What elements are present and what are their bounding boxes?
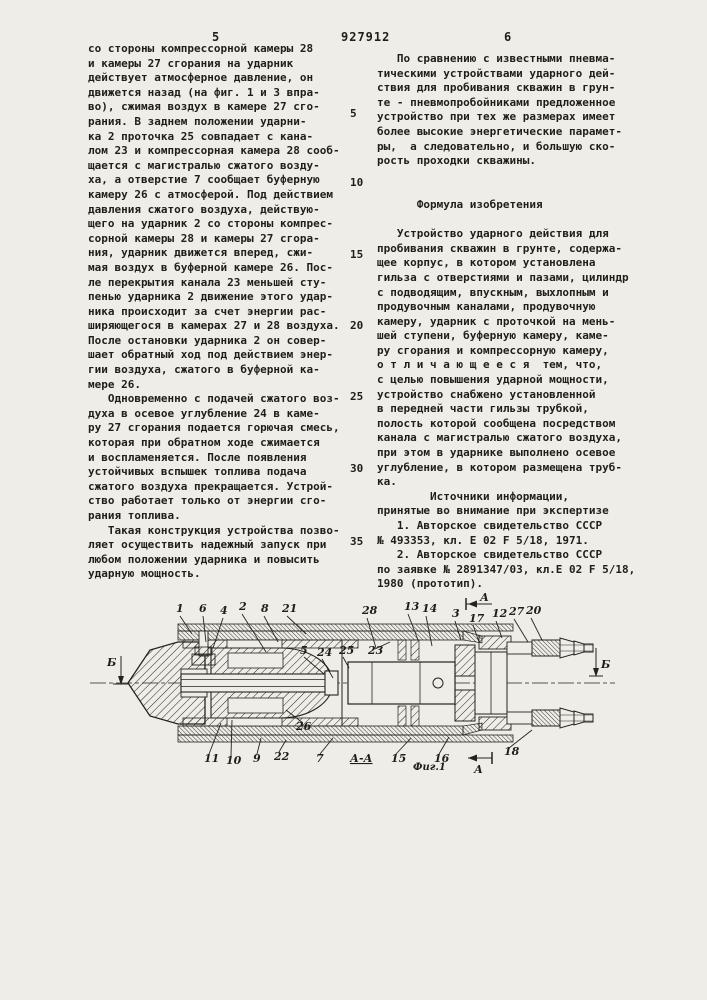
text-line: ру сгорания и компрессорную камеру,	[377, 343, 609, 357]
patent-number: 927912	[341, 30, 391, 44]
text-line: ударную мощность.	[88, 567, 201, 581]
outer-tube-bottom	[178, 735, 513, 742]
central-tube	[181, 674, 327, 692]
device-cross-section	[80, 590, 640, 795]
part-number-callout: 18	[504, 745, 520, 758]
part-number-callout: 17	[469, 612, 485, 625]
text-line: По сравнению с известными пневма-	[377, 52, 616, 65]
section-a-mark-bottom: А	[474, 763, 483, 776]
text-line: устойчивых вспышек топлива подача	[88, 465, 307, 479]
figure-1-drawing	[80, 590, 640, 795]
text-line: которая при обратном ходе сжимается	[88, 436, 320, 450]
text-line: тическими устройствами ударного дей-	[377, 66, 616, 80]
part-number-callout: 13	[404, 600, 420, 613]
part-number-callout: 7	[316, 752, 324, 765]
part-number-callout: 5	[300, 644, 308, 657]
text-line: Формула изобретения	[377, 197, 543, 211]
text-line: пробивания скважин в грунте, содержа-	[377, 241, 623, 255]
text-line: с подводящим, впускным, выхлопным и	[377, 285, 609, 299]
text-line: гильза с отверстиями и пазами, цилиндр	[377, 270, 629, 284]
casing-wall-bottom	[178, 726, 463, 735]
part-number-callout: 27	[509, 605, 525, 618]
text-line	[377, 183, 645, 198]
text-line: пенью ударника 2 движение этого удар-	[88, 290, 334, 304]
text-line: любом положении ударника и повысить	[88, 552, 320, 566]
gutter-line-number: 5	[350, 107, 357, 120]
text-line: щее корпус, в котором установлена	[377, 256, 596, 270]
left-text-column	[88, 42, 350, 582]
text-line: принятые во внимание при экспертизе	[377, 504, 609, 518]
part-number-callout: 12	[492, 607, 508, 620]
part-number-callout: 6	[199, 602, 207, 615]
text-line: рания топлива.	[88, 509, 181, 522]
page-number-left: 5	[212, 30, 221, 44]
text-line: со стороны компрессорной камеры 28	[88, 42, 314, 55]
text-line: в передней части гильзы трубкой,	[377, 402, 589, 416]
text-line: сорной камеры 28 и камеры 27 сгора-	[88, 231, 320, 245]
section-b-mark-right: Б	[601, 658, 611, 671]
part-number-callout: 2	[239, 600, 247, 613]
part-number-callout: 8	[261, 602, 269, 615]
part-number-callout: 22	[274, 750, 290, 763]
text-line: мере 26.	[88, 377, 141, 391]
text-line: ка.	[377, 475, 397, 489]
text-line: Устройство ударного действия для	[377, 227, 609, 241]
text-line: устройство снабжено установленной	[377, 387, 596, 401]
gutter-line-number: 20	[350, 319, 364, 332]
part-number-callout: 14	[422, 602, 438, 615]
text-line: лом 23 и компрессорная камера 28 сооб-	[88, 144, 340, 158]
text-line: ство работает только от энергии сго-	[88, 494, 327, 508]
text-line: камеру 26 с атмосферой. Под действием	[88, 187, 334, 201]
text-line: шает обратный ход под действием энер-	[88, 348, 334, 362]
right-text-column	[377, 52, 645, 592]
hose-fitting-lower	[507, 708, 593, 728]
text-line: сжатого воздуха прекращается. Устрой-	[88, 479, 334, 493]
section-aa-label: А-А	[350, 752, 373, 765]
device-body	[90, 624, 615, 742]
text-line: ствия для пробивания скважин в грун-	[377, 81, 616, 95]
text-line: рания. В заднем положении ударни-	[88, 114, 307, 128]
part-number-callout: 21	[282, 602, 298, 615]
part-number-callout: 20	[526, 604, 542, 617]
text-line: канала с магистралью сжатого воздуха,	[377, 431, 623, 445]
callout-leader-line	[531, 618, 542, 640]
part-number-callout: 1	[176, 602, 184, 615]
text-line: шей ступени, буферную камеру, каме-	[377, 329, 609, 343]
text-line: Такая конструкция устройства позво-	[88, 523, 340, 537]
text-line: ка 2 проточка 25 совпадает с кана-	[88, 129, 314, 143]
section-b-mark-left: Б	[107, 656, 117, 669]
text-line: углубление, в котором размещена труб-	[377, 460, 623, 474]
text-line: 1980 (прототип).	[377, 577, 483, 591]
text-line: 1. Авторское свидетельство СССР	[377, 519, 603, 532]
text-line: во), сжимая воздух в камере 27 сго-	[88, 100, 320, 114]
text-line: о т л и ч а ю щ е е с я тем, что,	[377, 358, 603, 372]
part-number-callout: 16	[434, 752, 450, 765]
gutter-line-number: 10	[350, 176, 364, 189]
text-line: действует атмосферное давление, он	[88, 71, 314, 85]
part-number-callout: 28	[362, 604, 378, 617]
part-number-callout: 26	[296, 720, 312, 733]
text-line: ширяющегося в камерах 27 и 28 воздуха.	[88, 319, 340, 333]
text-line	[377, 169, 645, 184]
text-line: движется назад (на фиг. 1 и 3 впра-	[88, 85, 320, 99]
text-line: камеру, ударник с проточкой на мень-	[377, 314, 616, 328]
text-line: 2. Авторское свидетельство СССР	[377, 548, 603, 562]
callout-leader-line	[514, 619, 528, 642]
section-a-mark-top: А	[480, 591, 489, 604]
rear-wall-lower	[455, 690, 475, 721]
text-line: более высокие энергетические парамет-	[377, 124, 623, 138]
part-number-callout: 9	[253, 752, 261, 765]
part-number-callout: 11	[204, 752, 220, 765]
rear-wall-upper	[455, 645, 475, 676]
text-line: продувочным каналами, продувочную	[377, 300, 596, 314]
gutter-line-number: 25	[350, 390, 364, 403]
text-line: с целью повышения ударной мощности,	[377, 373, 609, 387]
text-line: давления сжатого воздуха, действую-	[88, 202, 320, 216]
text-line: и воспламеняется. После появления	[88, 450, 307, 464]
text-line: ния, ударник движется вперед, сжи-	[88, 246, 314, 260]
text-line: по заявке № 2891347/03, кл.Е 02 F 5/18,	[377, 562, 636, 576]
text-line: После остановки ударника 2 он совер-	[88, 333, 327, 347]
text-line: Источники информации,	[377, 489, 570, 503]
text-line: Одновременно с подачей сжатого воз-	[88, 392, 340, 406]
part-number-callout: 10	[226, 754, 242, 767]
text-line: гии воздуха, сжатого в буферной ка-	[88, 363, 320, 377]
casing-wall-top	[178, 631, 463, 640]
text-line: устройство при тех же размерах имеет	[377, 110, 616, 124]
text-line: те - пневмопробойниками предложенное	[377, 95, 616, 109]
text-line: щается с магистралью сжатого возду-	[88, 158, 320, 172]
text-line: рость проходки скважины.	[377, 154, 536, 168]
hose-fitting-upper	[507, 638, 593, 658]
text-line: ляет осуществить надежный запуск при	[88, 538, 327, 552]
chamber-lower	[228, 698, 283, 713]
text-line: и камеры 27 сгорания на ударник	[88, 56, 294, 70]
part-number-callout: 15	[391, 752, 407, 765]
gutter-line-number: 15	[350, 248, 364, 261]
text-line: ле перекрытия канала 23 меньшей сту-	[88, 275, 327, 289]
part-number-callout: 25	[339, 644, 355, 657]
text-line: мая воздух в буферной камере 26. Пос-	[88, 260, 334, 274]
part-number-callout: 24	[317, 646, 333, 659]
chamber-upper	[228, 653, 283, 668]
gutter-line-number: 30	[350, 462, 364, 475]
text-line: щего на ударник 2 со стороны компрес-	[88, 217, 334, 231]
text-line	[377, 213, 645, 228]
text-line: полость которой сообщена посредством	[377, 416, 616, 430]
text-line: духа в осевое углубление 24 в каме-	[88, 406, 320, 420]
part-number-callout: 23	[368, 644, 384, 657]
text-line: № 493353, кл. Е 02 F 5/18, 1971.	[377, 533, 589, 547]
text-line: ха, а отверстие 7 сообщает буферную	[88, 173, 320, 187]
text-line: ры, а следовательно, и большую ско-	[377, 139, 616, 153]
page-number-right: 6	[504, 30, 513, 44]
text-line: при этом в ударнике выполнено осевое	[377, 446, 616, 460]
part-number-callout: 3	[452, 607, 460, 620]
piston-port	[433, 678, 443, 688]
text-line: ника происходит за счет энергии рас-	[88, 304, 327, 318]
outer-tube-top	[178, 624, 513, 631]
part-number-callout: 4	[220, 604, 228, 617]
text-line: ру 27 сгорания подается горючая смесь,	[88, 421, 340, 435]
gutter-line-number: 35	[350, 535, 364, 548]
figure-caption: Фиг.1	[413, 762, 446, 773]
